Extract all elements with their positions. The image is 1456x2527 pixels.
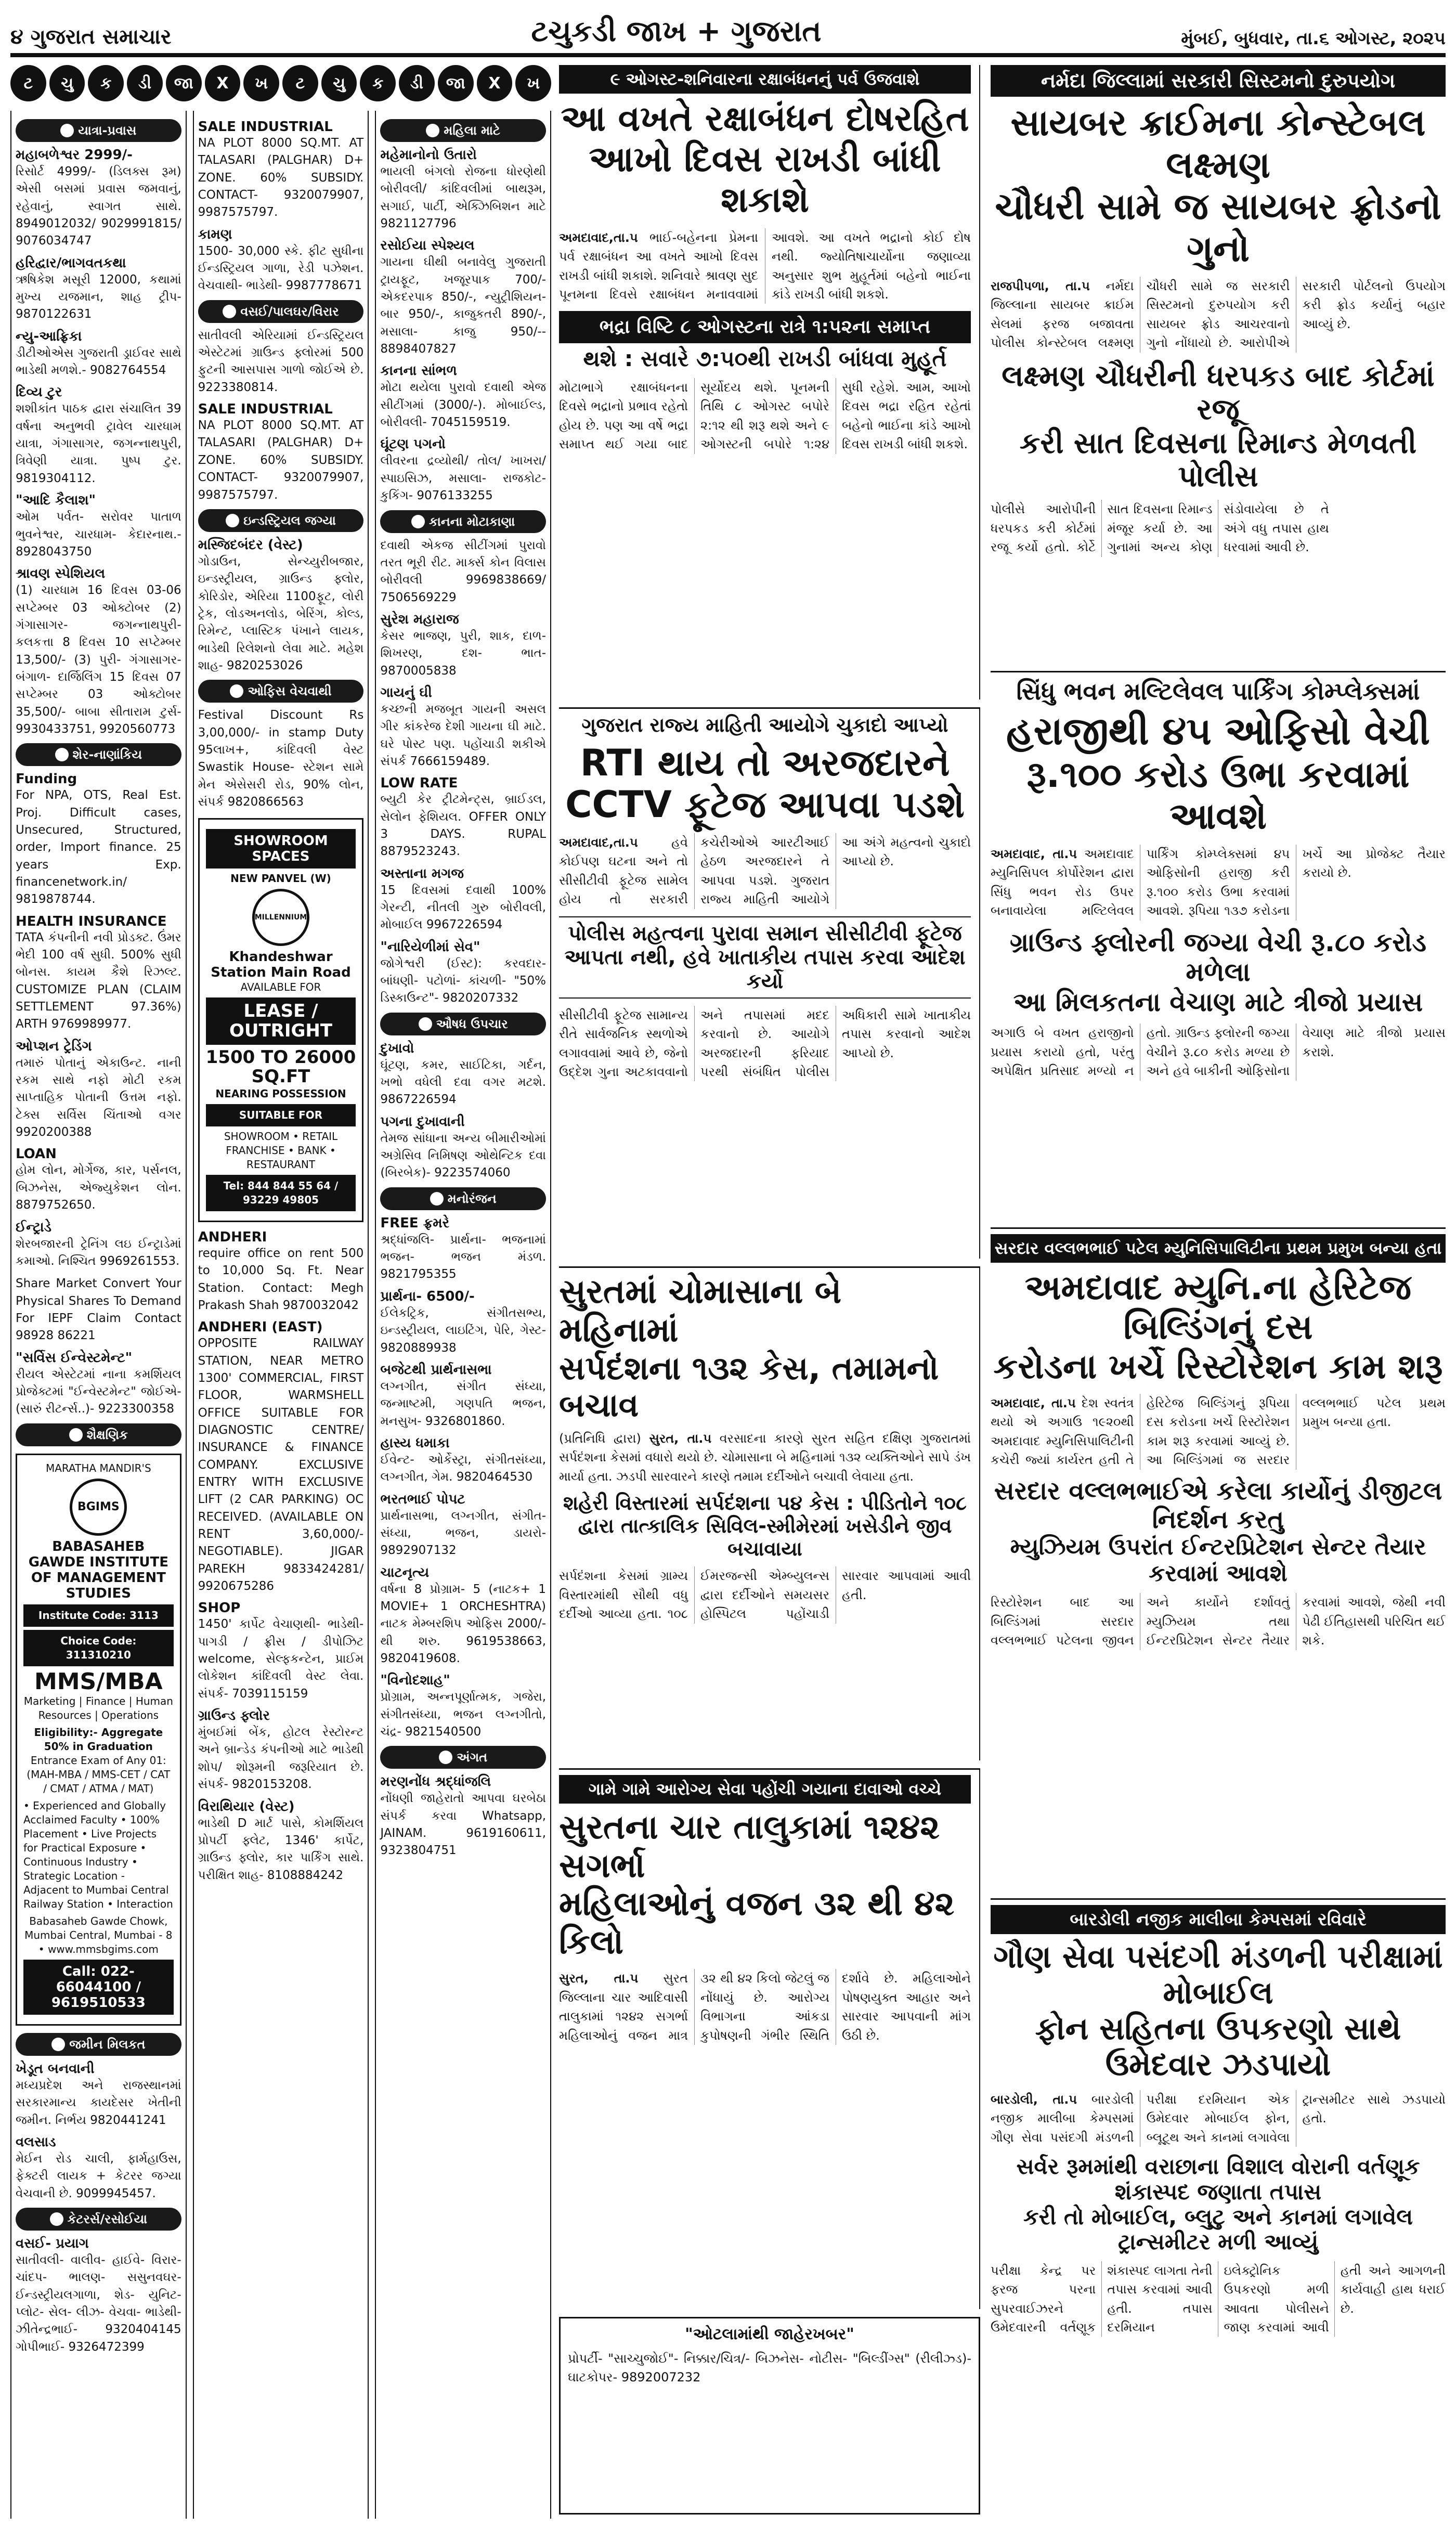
category-heading xyxy=(198,300,364,323)
category-label: શૈક્ષણિક xyxy=(86,1427,128,1442)
masthead xyxy=(10,10,1446,57)
ad-text: મોટા થયેલા પુરાવો દવાથી એજ સીટીંગમાં (3000/-). મોબાઈલ્ડ, બોરીવલી- 7045159519. xyxy=(380,381,547,430)
ad-text: રીયલ એસ્ટેટમાં નાના કમર્શિયલ પ્રોજેક્ટમાં "ઈન્વેસ્ટમેન્ટ" જોઈએ- (સારું રીટર્ન્સ..)- 9223300358 xyxy=(16,1367,181,1416)
story-heritage xyxy=(991,1227,1446,1890)
ad-top-line: MARATHA MANDIR'S xyxy=(45,1461,151,1474)
showroom-advertisement xyxy=(198,818,364,1222)
ad-title: ગ્રાઉન્ડ ફ્લોર xyxy=(198,1708,270,1724)
choice-code: Choice Code: 311310210 xyxy=(23,1630,174,1666)
ad-text: લગ્નગીત, સંગીત સંધ્યા, જન્માષ્ટમી, ગણપતિ ભજન, મનસુખ- 9326801860. xyxy=(380,1379,547,1428)
story-subhead: શહેરી વિસ્તારમાં સર્પદંશના ૫૪ કેસ : પીડિતોને ૧૦૮ દ્વારા તાત્કાલિક સિવિલ-સ્મીમેરમાં ખસેડીને જીવ બચાવાયા xyxy=(563,1492,967,1560)
story-body xyxy=(991,277,1446,353)
ad-text: require office on rent 500 to 10,000 Sq. Ft. Near Station. Contact: Megh Prakash Shah 9870032042 xyxy=(198,1246,364,1312)
story-text: નર્મદા જિલ્લાના સાયબર ક્રાઈમ સેલમાં ફરજ બજાવતા પોલીસ કોન્સ્ટેબલ લક્ષ્મણ ચૌધરી સામે જ સરકારી સિસ્ટમનો દુરુપયોગ કરી સાયબર ફ્રોડ આચરવાનો ગુનો નોંધાયો છે. આરોપીએ સરકારી પોર્ટલનો ઉપયોગ કરી ફ્રોડ કર્યાનું બહાર આવ્યું છે. xyxy=(991,279,1446,351)
banner-letter: X xyxy=(205,65,241,101)
banner-letter: ડી xyxy=(399,65,435,101)
ad-text: તમારું પોતાનું એકાઉન્ટ. નાની રકમ સાથે નફો મોટી રકમ સાપ્તાહિક પોતાની ઉત્તમ નફો. ટેક્સ સર્વિસ ચિંતાઓ વગર 9920200388 xyxy=(16,1056,181,1139)
story-subhead-line2: થશે : સવારે ૭:૫૦થી રાખડી બાંધવા મુહૂર્ત xyxy=(583,346,947,372)
classified-column-3 xyxy=(375,111,551,2519)
banner-letter: ક xyxy=(360,65,396,101)
institute-code: Institute Code: 3113 xyxy=(23,1604,174,1627)
dateline: સુરત, તા.૫ xyxy=(559,1971,639,1986)
notice-text: પ્રોપર્ટી- "સાચ્ચુજોઈ"- નિક્કાર/ચિત્ર/- બિઝનેસ- નોટીસ- "બિલ્ડીંગ્સ" (રીલીઝ્ડ)- ઘાટકોપર- 9892007232 xyxy=(568,2351,971,2385)
category-heading xyxy=(380,510,546,533)
ad-title: સુરેશ મહારાજ xyxy=(380,611,459,627)
dateline: અમદાવાદ,તા.૫ xyxy=(559,835,638,850)
suitable-list: SHOWROOM • RETAIL FRANCHISE • BANK • RESTAURANT xyxy=(224,1130,338,1171)
dateline: અમદાવાદ, તા.૫ xyxy=(991,846,1077,861)
story-headline-line2: રૂ.૧૦૦ કરોડ ઉભા કરવામાં આવશે xyxy=(1026,753,1410,838)
ad-title: મસ્જિદબંદર (વેસ્ટ) xyxy=(198,537,303,553)
banner-letter: ચુ xyxy=(321,65,357,101)
story-rakhi xyxy=(559,65,980,699)
ad-text: ગોડાઉન, સેન્ચ્યુરીબજાર, ઇન્ડસ્ટ્રીયલ, ગ્રાઉન્ડ ફ્લોર, કોરિડોર, એરિયા 1100ફૂટ, લોરી ટ્રેક, લોડઅનલોડ, બેરિંગ, કોલ્ડ, રિમેન્ટ, પ્લાસ્ટિક પંખાને લાયક, ભાડેથી રિલેશનો લેવા માટે. મહેશ શાહ- 9820253026 xyxy=(198,554,364,672)
category-label: વસઈ/પાલઘર/વિરાર xyxy=(240,304,339,319)
category-icon xyxy=(226,514,239,527)
byline: (પ્રતિનિધિ દ્વારા) xyxy=(559,1431,641,1446)
notice-title: "ઓટલામાંથી જાહેરખબર" xyxy=(685,2325,854,2343)
ad-text: સાતીવલી- વાલીવ- હાઈવે- વિરાર- ચાંદપ- ભાલણ- સસુનવઘર- ઈન્ડસ્ટ્રીયલગાળા, શેડ- યુનિટ- પ્લોટ- સેલ- લીઝ- વેચવા- ભાડેથી- ઝીતેન્દ્રભાઈ- 9320404145 ગોપીભાઈ- 9326472399 xyxy=(16,2253,181,2354)
ad-text: (1) ચારધામ 16 દિવસ 03-06 સપ્ટેમ્બર 03 ઓક્ટોબર (2) ગંગાસાગર- જગન્નાથપુરી- કલકત્તા 8 દિવસ 10 સપ્ટેમ્બર 13,500/- (3) પુરી- ગંગાસાગર- બંગાળ- દાર્જિલિંગ 15 દિવસ 07 સપ્ટેમ્બર 03 ઓક્ટોબર 35,500/- બાબા સીતારામ ટુર્સ- 9930433751, 9920560773 xyxy=(16,584,181,736)
category-label: ઓફિસ વેચવાથી xyxy=(248,684,332,699)
ad-title: પ્રાર્થના- 6500/- xyxy=(380,1288,475,1304)
story-text-2: અગાઉ બે વખત હરાજીનો પ્રયાસ કરાયો હતો, પરંતુ અપેક્ષિત પ્રતિસાદ મળ્યો ન હતો. ગ્રાઉન્ડ ફ્લોરની જગ્યા વેચીને રૂ.૮૦ કરોડ મળ્યા છે અને હવે બાકીની ઓફિસોના વેચાણ માટે ત્રીજો પ્રયાસ કરાશે. xyxy=(991,1026,1446,1079)
ad-title: દિવ્ય ટુર xyxy=(16,384,62,400)
ad-text: બ્યુટી કેર ટ્રીટમેન્ટ્સ, બ્રાઈડલ, સેલોન ફેશિયલ. OFFER ONLY 3 DAYS. RUPAL 8879523243. xyxy=(380,793,547,859)
classifieds-banner xyxy=(10,65,551,101)
ad-text: ગાયના ઘીથી બનાવેલુ ગુજરાતી ટ્રાયફૂટ, ખજૂરપાક 700/- એકદરપાક 850/-, ન્યુટ્રીશિયન- બાર 950/-, કાજુકતરી 890/-, મસાલા- કાજુ 950/-- 8898407827 xyxy=(380,255,547,356)
banner-letter: ચુ xyxy=(49,65,85,101)
story-kicker: ગામે ગામે આરોગ્ય સેવા પહોંચી ગયાના દાવાઓ વચ્ચે xyxy=(559,1775,971,1804)
classified-column-2 xyxy=(193,111,369,2519)
banner-letter: ટ xyxy=(10,65,46,101)
story-headline: RTI થાય તો અરજદારને xyxy=(580,741,950,784)
ad-title: વસઈ- પ્રયાગ xyxy=(16,2236,89,2252)
ad-text: 1500- 30,000 સ્કે. ફીટ સુધીના ઈન્ડસ્ટ્રિયલ ગાળા, રેડી પઝેશન. વેચવાથી- ભાડેથી- 9987778671 xyxy=(198,244,364,293)
address: Babasaheb Gawde Chowk, Mumbai Central, Mumbai - 8 • www.mmsbgims.com xyxy=(24,1914,173,1955)
ad-text: Festival Discount Rs 3,00,000/- in stamp Duty 95લાખ+, કાંદિવલી વેસ્ટ Swastik House- સ્ટેશન સામે મેન એસેસરી રોડ, 90% લોન, સંપર્ક 9820866563 xyxy=(198,708,364,809)
category-icon xyxy=(430,1192,444,1206)
category-heading xyxy=(16,2208,181,2231)
story-headline-line2: ચૌધરી સામે જ સાયબર ફ્રોડનો ગુનો xyxy=(995,185,1441,270)
story-body xyxy=(559,228,971,304)
story-text: બારડોલી નજીક માલીબા કેમ્પસમાં ગૌણ સેવા પસંદગી મંડળની પરીક્ષા દરમિયાન એક ઉમેદવાર મોબાઈલ ફોન, બ્લૂટૂથ અને કાનમાં લગાવેલા ટ્રાન્સમીટર સાથે ઝડપાયો હતો. xyxy=(991,2092,1446,2145)
ad-title: ઘૂંટણ પગનો xyxy=(380,436,446,452)
story-body xyxy=(559,1429,971,1486)
ad-text: જોગેશ્વરી (ઈસ્ટ): કરવદાર- બાંધણી- પટોળાં- કાંચળી- "50% ડિસ્કાઉન્ટ"- 9820207332 xyxy=(380,956,547,1005)
ad-title: Funding xyxy=(16,771,77,787)
story-kicker: ૯ ઓગસ્ટ-શનિવારના રક્ષાબંધનનું પર્વ ઉજવાશે xyxy=(559,65,971,94)
story-rti xyxy=(559,707,980,1259)
ad-text: ઋષિકેશ મસૂરી 12000, કથામાં મુખ્ય યજમાન, શાહ ટ્રીપ- 9870122631 xyxy=(16,273,181,321)
story-text: ભાઈ-બહેનના પ્રેમના પર્વ રક્ષાબંધન આ વખતે આખો દિવસ રાખડી બાંધી શકાશે. શનિવારે શ્રાવણ સુદ પૂનમના દિવસે રક્ષાબંધન મનાવવામાં આવશે. આ વખતે ભદ્રાનો કોઈ દોષ નથી. જ્યોતિષાચાર્યોના જણાવ્યા અનુસાર શુભ મુહૂર્તમાં બહેનો ભાઈના કાંડે રાખડી બાંધી શકશે. xyxy=(559,230,971,302)
ad-title: મહેમાનોનો ઉતારો xyxy=(380,147,477,163)
story-body xyxy=(559,1969,971,2045)
story-text: દેશ સ્વતંત્ર થયો એ અગાઉ ૧૯૨૦થી અમદાવાદ મ્યુનિસિપાલિટીની કચેરી જ્યાં કાર્યરત હતી તે હેરિટેજ બિલ્ડિંગનું રૂપિયા દસ કરોડના ખર્ચે રિસ્ટોરેશન કામ શરૂ કરવામાં આવ્યું છે. આ બિલ્ડિંગમાં જ સરદાર વલ્લભભાઈ પટેલ પ્રથમ પ્રમુખ બન્યા હતા. xyxy=(991,1395,1446,1468)
category-heading xyxy=(16,2033,181,2056)
ad-text: ભાડેથી D માર્ટ પાસે, કોમર્શિયલ પ્રોપર્ટી ફ્લેટ, 1346' કાર્પેટ, ગ્રાઉન્ડ ફ્લોર, કાર પાર્કિંગ સાથે. પરીક્ષિત શાહ- 8108884242 xyxy=(198,1816,364,1882)
category-heading xyxy=(16,1423,181,1446)
section-title: ટચુકડી જાખ + ગુજરાત xyxy=(531,15,822,48)
ad-title: અસ્તાના મગજ xyxy=(380,865,464,882)
ad-text: કેસર ભાજણ, પુરી, શાક, દાળ- શિખરણ, દશ- ભાત- 9870005838 xyxy=(380,629,547,678)
ad-text: પ્રાર્થનાસભા, લગ્નગીત, સંગીત- સંધ્યા, ભજન, ડાયરો- 9892907132 xyxy=(380,1509,547,1558)
category-icon xyxy=(426,124,439,137)
story-text: અમદાવાદ મ્યુનિસિપલ કોર્પોરેશન દ્વારા સિંધુ ભવન રોડ ઉપર બનાવાયેલા મલ્ટિલેવલ પાર્કિંગ કોમ્પ્લેક્સમાં ૪૫ ઓફિસોની હરાજી કરી રૂ.૧૦૦ કરોડ ઉભા કરવામાં આવશે. રૂપિયા ૧૩૭ કરોડના ખર્ચે આ પ્રોજેક્ટ તૈયાર કરાયો છે. xyxy=(991,846,1446,918)
ad-title: FREE ફ્રમરે xyxy=(380,1215,450,1231)
ad-text: પ્રોગ્રામ, અન્નપૂર્ણાત્મક, ગજેરા, સંગીતસંધ્યા, ભજન લગ્નગીતો, ચંદ્ર- 9821540500 xyxy=(380,1690,547,1739)
ad-text: કચ્છની મજબૂત ગાયની અસલ ગીર કાંકરેજ દેશી ગાયના ઘી માટે. ઘરે પોસ્ટ પણ. પહોંચાડી શકીએ સંપર્ક 7666159489. xyxy=(380,702,547,768)
ad-text: મધ્યપ્રદેશ અને રાજસ્થાનમાં સરકારમાન્ય કાયદેસર ખેતીની જમીન. નિર્ભય 9820441241 xyxy=(16,2078,181,2127)
ad-title: ANDHERI (EAST) xyxy=(198,1319,323,1336)
ad-text: શેરબજારની ટ્રેનિંગ લઇ ઈન્ટ્રાડેમાં કમાઓ. નિશ્ચિત 9969261553. xyxy=(16,1237,181,1268)
story-headline: સુરતમાં ચોમાસાના બે મહિનામાં xyxy=(559,1273,842,1350)
dateline: અમદાવાદ, તા.૫ xyxy=(991,1395,1076,1410)
ad-title: "આદિ કૈલાશ" xyxy=(16,493,96,509)
city-date: મુંબઈ, બુધવાર, તા.૬ ઓગસ્ટ, ૨૦૨૫ xyxy=(1181,28,1446,49)
story-text-2: સીસીટીવી ફૂટેજ સામાન્ય રીતે સાર્વજનિક સ્થળોએ લગાવવામાં આવે છે, જેનો ઉદ્દેશ ગુના અટકાવવાનો અને તપાસમાં મદદ કરવાનો છે. આયોગે અરજદારની ફરિયાદ પરથી સંબંધિત પોલીસ અધિકારી સામે ખાતાકીય તપાસ કરવાનો આદેશ આપ્યો છે. xyxy=(559,1007,971,1079)
ad-title: મહાબળેશ્વર 2999/- xyxy=(16,147,133,163)
category-label: મનોરંજન xyxy=(447,1191,497,1206)
banner-letter: ખ xyxy=(243,65,279,101)
story-subhead: ભદ્રા વિષ્ટિ ૮ ઓગસ્ટના રાત્રે ૧:૫૨ના સમાપ્ત xyxy=(559,311,971,343)
category-heading xyxy=(380,1187,546,1210)
story-text-2: પોલીસે આરોપીની ધરપકડ કરી કોર્ટમાં રજૂ કર્યો હતો. કોર્ટે સાત દિવસના રિમાન્ડ મંજૂર કર્યા છે. આ ગુનામાં અન્ય કોણ સંડોવાયેલા છે તે અંગે વધુ તપાસ હાથ ધરવામાં આવી છે. xyxy=(991,502,1329,555)
ad-title: કાનના સાંભળ xyxy=(380,363,457,379)
story-pregnant-weight xyxy=(559,1768,980,2309)
ad-title: વિરાથિયાર (વેસ્ટ) xyxy=(198,1798,295,1815)
dateline: સુરત, તા.૫ xyxy=(649,1431,712,1446)
story-text-2: રિસ્ટોરેશન બાદ આ બિલ્ડિંગમાં સરદાર વલ્લભભાઈ પટેલના જીવન અને કાર્યોને દર્શાવતું મ્યુઝિયમ તથા ઈન્ટરપ્રિટેશન સેન્ટર તૈયાર કરવામાં આવશે, જેથી નવી પેઢી ઈતિહાસથી પરિચિત થઈ શકે. xyxy=(991,1595,1446,1648)
story-kicker: સિંધુ ભવન મલ્ટિલેવલ પાર્કિંગ કોમ્પ્લેક્સમાં xyxy=(1016,677,1420,705)
story-headline-line2: આખો દિવસ રાખડી બાંધી શકાશે xyxy=(589,139,941,221)
category-label: યાત્રા-પ્રવાસ xyxy=(78,123,137,138)
ad-text: શ્રદ્ધાંજલિ- પ્રાર્થના- ભજનામાં ભજન- ભજન મંડળ. 9821795355 xyxy=(380,1233,547,1281)
ad-title: પગના દુખાવાની xyxy=(380,1113,465,1130)
category-label: અંગત xyxy=(457,1750,488,1765)
ad-title: ANDHERI xyxy=(198,1229,267,1245)
story-text: વરસાદના કારણે સુરત સહિત દક્ષિણ ગુજરાતમાં સર્પદંશના કેસમાં વધારો થયો છે. ચોમાસાના બે મહિનામાં ૧૩૨ વ્યક્તિઓને સાપે ડંખ માર્યા હતા. ઝડપી સારવારને કારણે તમામ દર્દીઓને બચાવી લેવાયા હતા. xyxy=(559,1431,971,1484)
ad-text: વર્ષના 8 પ્રોગ્રામ- 5 (નાટક+ 1 MOVIE+ 1 ORCHESHTRA) નાટક મેમ્બરશિપ ઓફિસ 2000/- થી શરુ. 9619538663, 9820419608. xyxy=(380,1582,547,1665)
ad-text: ઈવેન્ટ- ઓર્કેસ્ટ્રા, સંગીતસંધ્યા, લગ્નગીત, ગેમ. 9820464530 xyxy=(380,1453,547,1484)
story-text-2: મોટાભાગે રક્ષાબંધનના દિવસે ભદ્રાનો પ્રભાવ રહેતો હોય છે. પણ આ વર્ષે ભદ્રા સમાપ્ત થઈ ગયા બાદ સૂર્યોદય થશે. પૂનમની તિથિ ૮ ઓગસ્ટ બપોરે ૨:૧૨ થી શરૂ થશે અને ૯ ઓગસ્ટની બપોરે ૧:૨૪ સુધી રહેશે. આમ, આખો દિવસ ભદ્રા રહિત રહેતાં બહેનો ભાઈના કાંડે આખો દિવસ રાખડી બાંધી શકશે. xyxy=(559,380,971,452)
story-headline-line2: CCTV ફૂટેજ આપવા પડશે xyxy=(565,783,965,826)
ad-text: 15 દિવસમાં દવાથી 100% ગેરન્ટી, નીતલી ગુરુ બોરીવલી, મોબાઈલ 9967226594 xyxy=(380,883,547,932)
dateline: અમદાવાદ,તા.૫ xyxy=(559,230,638,245)
story-subhead: સરદાર વલ્લભભાઈએ કરેલા કાર્યોનું ડીજીટલ નિદર્શન કરતુ xyxy=(994,1476,1442,1534)
story-subhead: લક્ષ્મણ ચૌધરીની ધરપકડ બાદ કોર્ટમાં રજૂ xyxy=(1002,359,1435,427)
institute-name: BABASAHEB GAWDE INSTITUTE OF MANAGEMENT STUDIES xyxy=(28,1538,168,1601)
ad-title: "વિનોદશાહ" xyxy=(380,1673,450,1689)
ad-text: હોમ લોન, મોર્ગેજ, કાર, પર્સનલ, બિઝનેસ, એજ્યુકેશન લોન. 8879752650. xyxy=(16,1163,181,1212)
ad-title: ભરતભાઈ પોપટ xyxy=(380,1491,465,1507)
course-name: MMS/MBA xyxy=(34,1668,163,1695)
story-headline: હરાજીથી ૪૫ ઓફિસો વેચી xyxy=(1006,708,1431,754)
category-icon xyxy=(223,305,236,318)
category-icon xyxy=(51,2038,65,2051)
dateline: રાજપીપળા, તા.૫ xyxy=(991,279,1090,293)
category-heading xyxy=(380,119,546,142)
ad-title: SALE INDUSTRIAL xyxy=(198,119,333,135)
ad-title: વલસાડ xyxy=(16,2134,56,2150)
story-subhead-line2: કરી તો મોબાઈલ, બ્લુટુ અને કાનમાં લગાવેલ ટ્રાન્સમીટર મળી આવ્યું xyxy=(1023,2204,1413,2255)
showroom-title: SHOWROOM SPACES xyxy=(206,829,356,869)
story-subhead: ગ્રાઉન્ડ ફ્લોરની જગ્યા વેચી રૂ.૮૦ કરોડ મળેલા xyxy=(1009,927,1427,988)
category-label: શેર-નાણાંકિય xyxy=(72,747,142,762)
ad-title: હરિદ્વાર/ભાગવતકથા xyxy=(16,255,126,271)
ad-text: સાતીવલી એરિયામાં ઈન્ડસ્ટ્રિયલ એસ્ટેટમાં ગ્રાઉન્ડ ફ્લોરમાં 500 ફુટની આસપાસ ગાળો જોઈએ છે. 9223380814. xyxy=(198,328,364,394)
category-heading xyxy=(198,680,364,703)
category-icon xyxy=(50,2212,63,2226)
story-subhead: પોલીસ મહત્વના પુરાવા સમાન સીસીટીવી ફૂટેજ આપતા નથી, હવે ખાતાકીય તપાસ કરવા આદેશ કર્યો xyxy=(559,916,971,999)
category-icon xyxy=(230,684,243,698)
ad-text: દવાથી એકજ સીટીંગમાં પુરાવો તરત ભૂરી રીટ. માર્ક્સ કોન વિલાસ બોરીવલી 9969838669/ 7506569229 xyxy=(380,538,547,604)
ad-title: રસોઈયા સ્પેશ્યલ xyxy=(380,238,475,254)
ad-title: "સર્વિસ ઈન્વેસ્ટમેન્ટ" xyxy=(16,1350,133,1366)
eligibility: Eligibility:- Aggregate 50% in Graduation xyxy=(34,1726,163,1753)
story-headline-line2: મહિલાઓનું વજન ૩૨ થી ૪૨ કિલો xyxy=(559,1885,955,1962)
ad-text: NA PLOT 8000 SQ.MT. AT TALASARI (PALGHAR) D+ ZONE. 60% SUBSIDY. CONTACT- 9320079907, 9987575797. xyxy=(198,136,364,219)
banner-letter: ડી xyxy=(127,65,163,101)
story-cyber-crime xyxy=(991,65,1446,663)
ad-text: Share Market Convert Your Physical Shares To Demand For IEPF Claim Contact 98928 86221 xyxy=(16,1277,181,1343)
story-headline: ગૌણ સેવા પસંદગી મંડળની પરીક્ષામાં મોબાઈલ xyxy=(993,1939,1443,2011)
category-icon xyxy=(439,1751,452,1764)
story-subhead-line2: મ્યુઝિયમ ઉપરાંત ઈન્ટરપ્રિટેશન સેન્ટર તૈયાર કરવામાં આવશે xyxy=(1010,1533,1426,1587)
showroom-location: NEW PANVEL (W) xyxy=(230,872,331,885)
category-label: કાનના મોટાકાણા xyxy=(429,514,515,529)
ad-title: મરણનોંધ શ્રદ્ધાંજલિ xyxy=(380,1774,491,1790)
classifieds-section xyxy=(10,65,551,2520)
ad-text: 1450' કાર્પેટ વેચાણથી- ભાડેથી- પાગડી / ફ્રીસ / ડીપોઝિટ welcome, સેલ્ફકન્ટેન, પ્રાઈમ લોકેશન કાંદિવલી વેસ્ટ લેવા. સંપર્ક- 7039115159 xyxy=(198,1617,364,1701)
classified-column-1 xyxy=(10,111,187,2519)
category-icon xyxy=(419,1017,432,1031)
category-icon xyxy=(69,1428,83,1442)
category-icon xyxy=(411,515,425,528)
story-kicker: સરદાર વલ્લભભાઈ પટેલ મ્યુનિસિપાલિટીના પ્રથમ પ્રમુખ બન્યા હતા xyxy=(991,1234,1446,1263)
lease-label: LEASE / OUTRIGHT xyxy=(206,997,356,1045)
showroom-address: Khandeshwar Station Main Road xyxy=(211,949,351,981)
ad-title: ખેડૂત બનવાની xyxy=(16,2061,95,2077)
dateline: બારડોલી, તા.૫ xyxy=(991,2092,1077,2107)
ad-text: For NPA, OTS, Real Est. Proj. Difficult cases, Unsecured, Structured, order, Import finance. 25 years Exp. financenetwork.in/ 9819878744. xyxy=(16,788,181,906)
ad-text: ભાયલી બંગલો રોજના ધોરણેથી બોરીવલી/ કાંદિવલીમાં બાથરૂમ, સગાઈ, પાર્ટી, એક્ઝિબિશન માટે 9821127796 xyxy=(380,165,547,231)
category-icon xyxy=(55,748,69,761)
ad-title: ન્યુ-આફ્રિકા xyxy=(16,328,82,344)
ad-text: ઘૂંટણ, કમર, સાઈટિકા, ગર્દન, ખભો વધેલી દવા વગર મટશે. 9867226594 xyxy=(380,1058,547,1107)
possession: NEARING POSSESSION xyxy=(215,1087,346,1100)
news-section xyxy=(559,65,1446,2520)
category-label: ઇન્ડસ્ટ્રિયલ જગ્યા xyxy=(243,513,336,528)
story-kicker: બારડોલી નજીક માલીબા કેમ્પસમાં રવિવારે xyxy=(991,1905,1446,1934)
category-heading xyxy=(380,1746,546,1769)
story-body xyxy=(559,833,971,909)
category-label: મહિલા માટે xyxy=(444,123,500,138)
story-headline-line2: સર્પદંશના ૧૩૨ કેસ, તમામનો બચાવ xyxy=(559,1349,939,1424)
ad-text: NA PLOT 8000 SQ.MT. AT TALASARI (PALGHAR) D+ ZONE. 60% SUBSIDY. CONTACT- 9320079907, 9987575797. xyxy=(198,419,364,502)
mms-advertisement xyxy=(16,1454,181,2026)
story-body xyxy=(991,2090,1446,2147)
story-body xyxy=(991,845,1446,921)
ad-title: SHOP xyxy=(198,1600,241,1616)
ad-title: LOW RATE xyxy=(380,775,458,792)
ad-text: રિસોર્ટ 4999/- (ડિલક્સ રૂમ) એસી બસમાં પ્રવાસ જમવાનું, રહેવાનું, સ્વાગત સાથે. 8949012032/ 9029991815/ 9076034747 xyxy=(16,165,181,248)
ad-title: "નારિયેળીમાં સેવ" xyxy=(380,939,480,955)
story-subhead-line2: કરી સાત દિવસના રિમાન્ડ મેળવતી પોલીસ xyxy=(1019,426,1417,494)
ad-title: ઈન્ટ્રાડે xyxy=(16,1219,51,1235)
banner-letter: ટ xyxy=(282,65,318,101)
ad-text: શશીકાંત પાઠક દ્વારા સંચાલિત 39 વર્ષના અનુભવી ટ્રાવેલ ચારધામ યાત્રા, ગંગાસાગર, જગન્નાથપુરી, ત્રિવેણી યાત્રા. પુષ્પ ટુર. 9819304112. xyxy=(16,402,181,485)
ad-title: શ્રાવણ સ્પેશિયલ xyxy=(16,566,106,582)
paper-name: ૪ ગુજરાત સમાચાર xyxy=(10,25,172,49)
category-heading xyxy=(198,509,364,532)
category-label: ઔષધ ઉપચાર xyxy=(436,1016,508,1031)
ad-text: ઓમ પર્વત- સરોવર પાતાળ ભુવનેશ્વર, ચારધામ- કેદારનાથ.- 8928043750 xyxy=(16,510,181,559)
story-bardoli-exam xyxy=(991,1898,1446,2517)
banner-letter: ક xyxy=(88,65,124,101)
category-heading xyxy=(16,119,181,142)
category-label: કેટરર્સ/રસોઈયા xyxy=(67,2212,148,2227)
contact: Call: 022-66044100 / 9619510533 xyxy=(23,1960,174,2015)
ad-title: HEALTH INSURANCE xyxy=(16,913,167,929)
story-headline-line2: કરોડના ખર્ચે રિસ્ટોરેશન કામ શરૂ xyxy=(993,1346,1443,1386)
story-kicker: ગુજરાત રાજ્ય માહિતી આયોગે ચુકાદો આપ્યો xyxy=(581,714,948,736)
story-text-2: સર્પદંશના કેસમાં ગ્રામ્ય વિસ્તારમાંથી સૌથી વધુ દર્દીઓ આવ્યા હતા. ૧૦૮ ઈમરજન્સી એમ્બ્યુલન્સ દ્વારા દર્દીઓને સમયસર હોસ્પિટલ પહોંચાડી સારવાર આપવામાં આવી હતી. xyxy=(559,1569,971,1622)
ad-title: કામણ xyxy=(198,226,232,242)
institute-logo: BGIMS xyxy=(70,1479,127,1536)
ad-title: ઓપ્શન ટ્રેડિંગ xyxy=(16,1038,92,1054)
category-heading xyxy=(380,1013,546,1035)
category-icon xyxy=(60,124,74,137)
category-label: જમીન મિલકત xyxy=(69,2037,146,2052)
story-headline: આ વખતે રક્ષાબંધન દોષરહિત xyxy=(561,98,969,139)
story-subhead: સર્વર રૂમમાંથી વરાછાના વિશાલ વોરાની વર્તણૂક શંકાસ્પદ જણાતા તપાસ xyxy=(1016,2154,1420,2205)
story-text: હવે કોઈપણ ઘટના અને તો સીસીટીવી ફૂટેજ સામેલ હોય તો સરકારી કચેરીઓએ આરટીઆઈ હેઠળ અરજદારને તે આપવા પડશે. ગુજરાત રાજ્ય માહિતી આયોગે આ અંગે મહત્વનો ચુકાદો આપ્યો છે. xyxy=(559,835,971,907)
ad-title: SALE INDUSTRIAL xyxy=(198,401,333,418)
ad-text: OPPOSITE RAILWAY STATION, NEAR METRO 1300' COMMERCIAL, FIRST FLOOR, WARMSHELL OFFICE SUITABLE FOR DIAGNOSTIC CENTRE/ INSURANCE & FINANCE COMPANY. EXCLUSIVE ENTRY WITH EXCLUSIVE LIFT (2 CAR PARKING) OC RECEIVED. (AVAILABLE ON RENT 3,60,000/- NEGOTIABLE). JIGAR PAREKH 9833424281/ 9920675286 xyxy=(198,1337,364,1593)
ad-text: મુંબઈમાં બેંક, હોટલ રેસ્ટોરન્ટ અને બ્રાન્ડેડ કંપનીઓ માટે ભાડેથી શોપ/ શોરૂમની જરૂરિયાત છે. સંપર્ક- 9820153208. xyxy=(198,1726,364,1792)
story-headline: સાયબર ક્રાઈમના કોન્સ્ટેબલ લક્ષ્મણ xyxy=(1010,101,1426,186)
ad-title: દુખાવો xyxy=(380,1040,414,1056)
ad-text: TATA કંપનીની નવી પ્રોડક્ટ. ઉંમર ભેદી 100 વર્ષ સુધી. 500% સુધી બોનસ. કાયમ કૈશે રિઝલ્ટ. CUSTOMIZE PLAN (CLAIM SETTLEMENT 97.36%) ARTH 9769989977. xyxy=(16,930,181,1031)
story-surat-snakebite xyxy=(559,1266,980,1760)
story-headline: સુરતના ચાર તાલુકામાં ૧૨૪૨ સગર્ભા xyxy=(559,1808,940,1885)
banner-letter: ખ xyxy=(515,65,551,101)
story-kicker: નર્મદા જિલ્લામાં સરકારી સિસ્ટમનો દુરુપયોગ xyxy=(991,65,1446,97)
features: • Experienced and Globally Acclaimed Faculty • 100% Placement • Live Projects for Practical Exposure • Continuous Industry • Strategic Location - Adjacent to Mumbai Central Railway Station • Interaction xyxy=(23,1799,173,1910)
ad-text: તેમજ સાંધાના અન્ય બીમારીઓમાં અગ્રેસિવ નિમિષણ ઓથેન્ટિક દવા (બિરબેક)- 9223574060 xyxy=(380,1131,547,1180)
banner-letter: જા xyxy=(438,65,474,101)
millennium-logo: MILLENNIUM xyxy=(252,889,309,946)
category-heading xyxy=(16,743,181,766)
size-range: 1500 TO 26000 SQ.FT xyxy=(205,1047,356,1087)
entrance-exams: Entrance Exam of Any 01: (MAH-MBA / MMS-CET / CAT / CMAT / ATMA / MAT) xyxy=(27,1754,171,1795)
showroom-phone: Tel: 844 844 55 64 / 93229 49805 xyxy=(206,1175,356,1211)
story-headline: અમદાવાદ મ્યુનિ.ના હેરિટેજ બિલ્ડિંગનું દસ xyxy=(1024,1267,1412,1347)
story-text-2: પરીક્ષા કેન્દ્ર પર ફરજ પરના સુપરવાઈઝરને ઉમેદવારની વર્તણૂક શંકાસ્પદ લાગતા તેની તપાસ કરવામાં આવી હતી. તપાસ દરમિયાન ઇલેક્ટ્રોનિક ઉપકરણો મળી આવતા પોલીસને જાણ કરવામાં આવી હતી અને આગળની કાર્યવાહી હાથ ધરાઈ છે. xyxy=(991,2263,1446,2335)
story-text: સુરત જિલ્લાના ચાર આદિવાસી તાલુકામાં ૧૨૪૨ સગર્ભા મહિલાઓનું વજન માત્ર ૩૨ થી ૪૨ કિલો જેટલું જ નોંધાયું છે. આરોગ્ય વિભાગના આંકડા કુપોષણની ગંભીર સ્થિતિ દર્શાવે છે. મહિલાઓને પોષણયુક્ત આહાર અને સારવાર આપવાની માંગ ઉઠી છે. xyxy=(559,1971,971,2043)
ad-title: LOAN xyxy=(16,1146,57,1162)
ad-title: ચાટનૃત્ય xyxy=(380,1564,430,1580)
story-headline-line2: ફોન સહિતના ઉપકરણો સાથે ઉમેદવાર ઝડપાયો xyxy=(1035,2011,1401,2083)
suitable-for: SUITABLE FOR xyxy=(206,1104,356,1126)
ad-title: ગાયનું ઘી xyxy=(380,684,432,701)
notice-box xyxy=(559,2317,980,2515)
story-subhead-line2: આ મિલકતના વેચાણ માટે ત્રીજો પ્રયાસ xyxy=(1013,987,1423,1017)
ad-text: નોંધણી જાહેરાતો આપવા ઘરબેઠા સંપર્ક કરવા Whatsapp, JAINAM. 9619160611, 9323804751 xyxy=(380,1792,547,1858)
ad-text: મેઈન રોડ ચાલી, ફાર્મહાઉસ, ફેક્ટરી લાયક + કેટરર જગ્યા વેચવાની છે. 9099945457. xyxy=(16,2152,181,2200)
story-sindhu-bhavan xyxy=(991,671,1446,1220)
ad-text: લીવરના દ્રવ્યોથી/ તોલ/ ખાખરા/ સ્પાઇસિઝ, મસાલા- રાજકોટ- કુકિંગ- 9076133255 xyxy=(380,454,547,503)
ad-title: બજેટથી પ્રાર્થનાસભા xyxy=(380,1362,492,1378)
story-body xyxy=(991,1394,1446,1470)
banner-letter: X xyxy=(477,65,513,101)
specializations: Marketing | Finance | Human Resources | Operations xyxy=(23,1694,173,1721)
ad-text: ઈલેકટ્રિક, સંગીતસભ્ય, ઇન્ડસ્ટ્રીયલ, લાઇટિંગ, પેરિ, ગેસ્ટ- 9820889938 xyxy=(380,1306,547,1355)
ad-text: ડીટીઓએસ ગુજરાતી ડ્રાઈવર સાથે ભાડેથી મળશે.- 9082764554 xyxy=(16,346,181,378)
ad-title: હાસ્ય ધમાકા xyxy=(380,1435,450,1451)
available-for: AVAILABLE FOR xyxy=(240,981,321,994)
banner-letter: જા xyxy=(166,65,202,101)
